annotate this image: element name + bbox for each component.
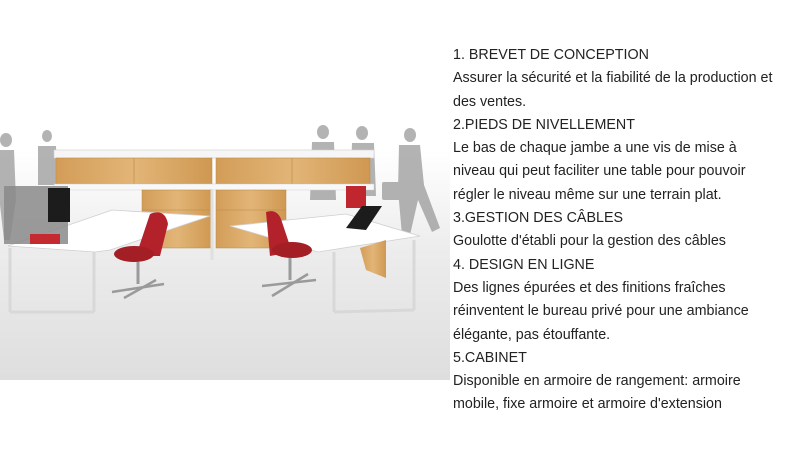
feature-heading-1: 1. BREVET DE CONCEPTION [453, 47, 649, 63]
feature-heading-3: 3.GESTION DES CÂBLES [453, 210, 624, 227]
feature-heading-2: 2.PIEDS DE NIVELLEMENT [453, 116, 635, 133]
feature-text-4a: Des lignes épurées et des finitions fraîches [453, 279, 726, 296]
feature-text-1a: Assurer la sécurité et la fiabilité de la production et [453, 70, 773, 87]
feature-text-2a: Le bas de chaque jambe a une vis de mise à [453, 140, 737, 157]
feature-text-5a: Disponible en armoire de rangement: armoire [453, 373, 741, 390]
feature-text-4b: réinventent le bureau privé pour une ambiance [453, 303, 749, 320]
feature-text-5b: mobile, fixe armoire et armoire d'extension [453, 396, 722, 413]
feature-text-2c: régler le niveau même sur une terrain plat. [453, 186, 722, 203]
feature-list [453, 44, 798, 417]
feature-text-3a: Goulotte d'établi pour la gestion des câbles [453, 233, 726, 250]
feature-heading-4: 4. DESIGN EN LIGNE [453, 256, 595, 273]
feature-text-2b: niveau qui peut faciliter une table pour pouvoir [453, 163, 746, 180]
feature-heading-5: 5.CABINET [453, 349, 527, 366]
feature-text-4c: élégante, pas étouffante. [453, 326, 611, 343]
feature-text-1b: des ventes. [453, 93, 527, 110]
